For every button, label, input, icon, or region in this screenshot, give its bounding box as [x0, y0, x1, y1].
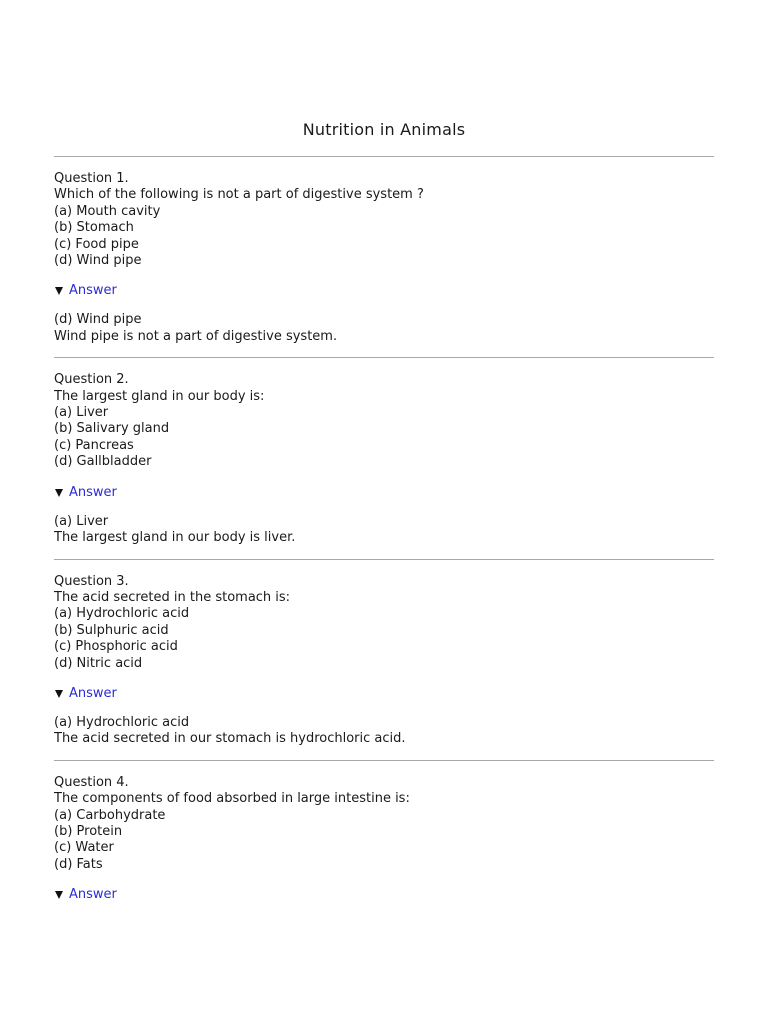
question-2	[54, 358, 714, 558]
option-b: (b) Salivary gland	[54, 421, 170, 437]
question-heading: Question 3.	[54, 573, 129, 589]
answer-toggle-label: Answer	[69, 887, 117, 903]
option-b: (b) Stomach	[54, 220, 134, 236]
answer-toggle-1[interactable]	[54, 283, 714, 299]
question-heading: Question 1.	[54, 171, 129, 186]
answer-value: (a) Liver	[54, 513, 109, 529]
option-d: (d) Nitric acid	[54, 655, 143, 671]
option-c: (c) Pancreas	[54, 437, 134, 453]
disclosure-triangle-icon	[55, 287, 63, 295]
answer-toggle-4[interactable]	[54, 887, 714, 903]
answer-explanation: The largest gland in our body is liver.	[54, 530, 296, 546]
question-heading: Question 4.	[54, 774, 129, 790]
answer-toggle-3[interactable]	[54, 686, 714, 702]
option-d: (d) Wind pipe	[54, 253, 142, 269]
answer-toggle-2[interactable]	[54, 485, 714, 501]
answer-body-3	[54, 715, 714, 760]
option-a: (a) Liver	[54, 405, 109, 421]
question-heading: Question 2.	[54, 372, 129, 388]
disclosure-triangle-icon	[55, 891, 63, 899]
option-c: (c) Phosphoric acid	[54, 639, 178, 655]
option-a: (a) Hydrochloric acid	[54, 606, 190, 622]
answer-toggle-label: Answer	[69, 484, 117, 500]
disclosure-triangle-icon	[55, 690, 63, 698]
question-3	[54, 560, 714, 760]
question-text: The acid secreted in the stomach is:	[54, 589, 291, 605]
answer-value: (a) Hydrochloric acid	[54, 714, 190, 730]
answer-body-2	[54, 514, 714, 559]
option-b: (b) Protein	[54, 823, 123, 839]
question-text: The largest gland in our body is:	[54, 388, 265, 404]
option-b: (b) Sulphuric acid	[54, 622, 169, 638]
option-a: (a) Mouth cavity	[54, 203, 161, 219]
question-4	[54, 761, 714, 903]
option-d: (d) Gallbladder	[54, 454, 152, 470]
option-a: (a) Carbohydrate	[54, 807, 166, 823]
answer-body-1	[54, 312, 714, 357]
question-text: The components of food absorbed in large intestine is:	[54, 791, 410, 807]
question-text: Which of the following is not a part of digestive system ?	[54, 187, 424, 203]
question-list	[54, 156, 714, 903]
answer-toggle-label: Answer	[69, 283, 117, 299]
option-c: (c) Water	[54, 840, 114, 856]
answer-explanation: The acid secreted in our stomach is hydrochloric acid.	[54, 731, 406, 747]
option-c: (c) Food pipe	[54, 236, 139, 252]
disclosure-triangle-icon	[55, 489, 63, 497]
answer-value: (d) Wind pipe	[54, 312, 142, 328]
answer-toggle-label: Answer	[69, 685, 117, 701]
question-1	[54, 157, 714, 357]
page-title: Nutrition in Animals	[302, 120, 466, 139]
option-d: (d) Fats	[54, 856, 103, 872]
answer-explanation: Wind pipe is not a part of digestive system.	[54, 328, 338, 344]
